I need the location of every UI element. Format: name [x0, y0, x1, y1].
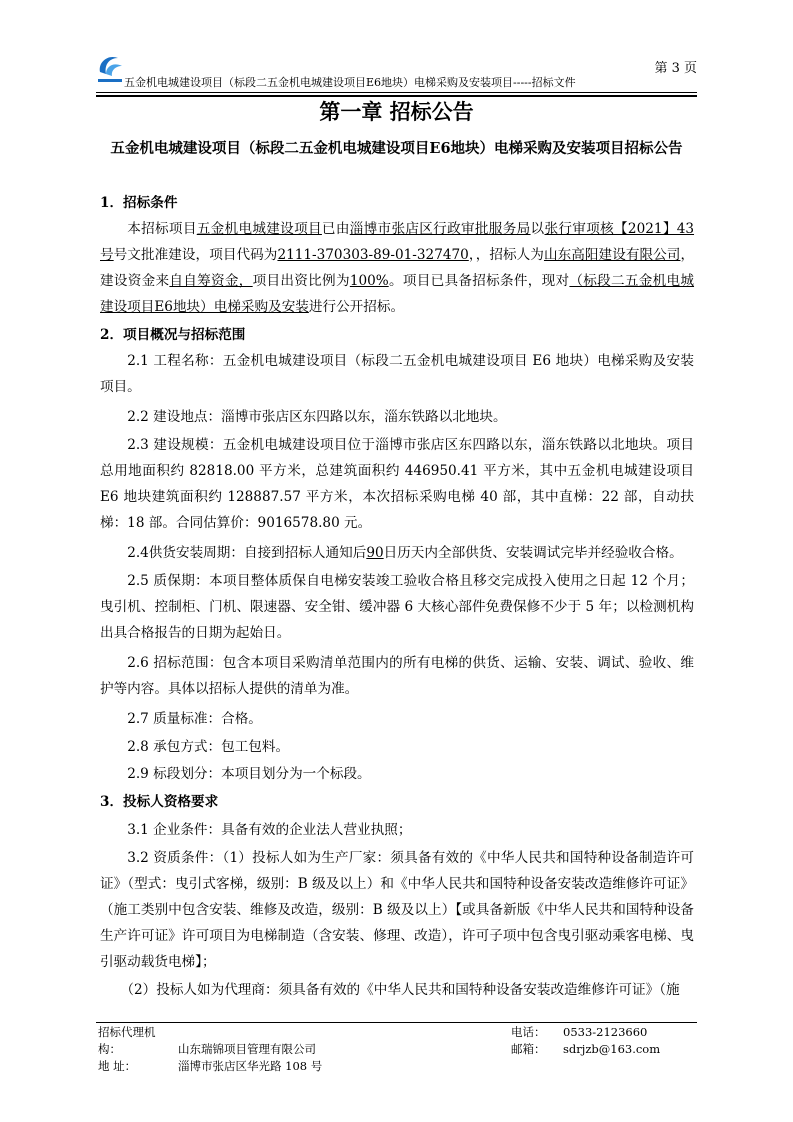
section-2-2: 2.2 建设地点：淄博市张店区东四路以东，淄东铁路以北地块。	[127, 409, 507, 425]
section-1-heading: 1．招标条件	[100, 195, 178, 211]
company-logo-icon	[96, 52, 124, 86]
page-number: 第 3 页	[654, 61, 697, 76]
footer-agency-info	[98, 1024, 322, 1075]
agency-address: 淄博市张店区华光路 108 号	[178, 1059, 323, 1073]
section-2-3: 2.3 建设规模：五金机电城建设项目位于淄博市张店区东四路以东，淄东铁路以北地块。项目总用地面积约 82818.00 平方米，总建筑面积约 446950.41 平方米，其中五金机电城建设项目 E6 地块建筑面积约 128887.57 平方米，本次招标采购电梯 40 部，其中直梯：22 部，自动扶梯：18 部。合同估算价：9016578.80 元。	[100, 437, 694, 531]
chapter-title: 第一章 招标公告	[319, 99, 474, 124]
agency-label: 招标代理机构：	[98, 1025, 156, 1056]
section-3-heading: 3．投标人资格要求	[100, 794, 219, 810]
email-label: 邮箱：	[511, 1042, 546, 1056]
address-label: 地 址：	[98, 1059, 137, 1073]
section-3-2-agent: （2）投标人如为代理商：须具备有效的《中华人民共和国特种设备安装改造维修许可证》（施	[120, 982, 680, 998]
phone-label: 电话：	[511, 1025, 546, 1039]
section-2-5: 2.5 质保期：本项目整体质保自电梯安装竣工验收合格且移交完成投入使用之日起 12 个月；曳引机、控制柜、门机、限速器、安全钳、缓冲器 6 大核心部件免费保修不少于 5 年；以检测机构出具合格报告的日期为起始日。	[100, 573, 694, 641]
section-2-1: 2.1 工程名称：五金机电城建设项目（标段二五金机电城建设项目 E6 地块）电梯采购及安装项目。	[100, 353, 694, 395]
section-2-9: 2.9 标段划分：本项目划分为一个标段。	[127, 766, 371, 782]
footer-contact-info	[511, 1024, 660, 1058]
section-2-4: 2.4供货安装周期：自接到招标人通知后90日历天内全部供货、安装调试完毕并经验收合格。	[127, 545, 683, 561]
section-2-6: 2.6 招标范围：包含本项目采购清单范围内的所有电梯的供货、运输、安装、调试、验收、维护等内容。具体以招标人提供的清单为准。	[100, 655, 694, 697]
section-2-7: 2.7 质量标准：合格。	[127, 711, 262, 727]
footer-divider	[96, 1022, 697, 1023]
section-2-heading: 2．项目概况与招标范围	[100, 327, 246, 343]
section-1-paragraph: 本招标项目五金机电城建设项目已由淄博市张店区行政审批服务局以张行审项核【2021】43号号文批准建设，项目代码为2111-370303-89-01-327470，，招标人为山东高阳建设有限公司，建设资金来自自筹资金，项目出资比例为100%。项目已具备招标条件，现对（标段二五金机电城建设项目E6地块）电梯采购及安装进行公开招标。	[100, 221, 695, 315]
section-3-1: 3.1 企业条件：具备有效的企业法人营业执照；	[127, 822, 412, 838]
document-running-title: 五金机电城建设项目（标段二五金机电城建设项目E6地块）电梯采购及安装项目-----招标文件	[124, 76, 576, 89]
section-3-2: 3.2 资质条件：（1）投标人如为生产厂家：须具备有效的《中华人民共和国特种设备制造许可证》（型式：曳引式客梯，级别：B 级及以上）和《中华人民共和国特种设备安装改造维修许可证》（施工类别中包含安装、维修及改造，级别：B 级及以上）【或具备新版《中华人民共和国特种设备生产许可证》许可项目为电梯制造（含安装、修理、改造），许可子项中包含曳引驱动乘客电梯、曳引驱动载货电梯】；	[100, 850, 694, 970]
header-divider	[96, 92, 697, 93]
announcement-subtitle: 五金机电城建设项目（标段二五金机电城建设项目E6地块）电梯采购及安装项目招标公告	[110, 140, 683, 157]
section-2-8: 2.8 承包方式：包工包料。	[127, 739, 290, 755]
email-address: sdrjzb@163.com	[563, 1042, 661, 1056]
phone-number: 0533-2123660	[563, 1025, 648, 1039]
agency-name: 山东瑞锦项目管理有限公司	[178, 1042, 316, 1056]
